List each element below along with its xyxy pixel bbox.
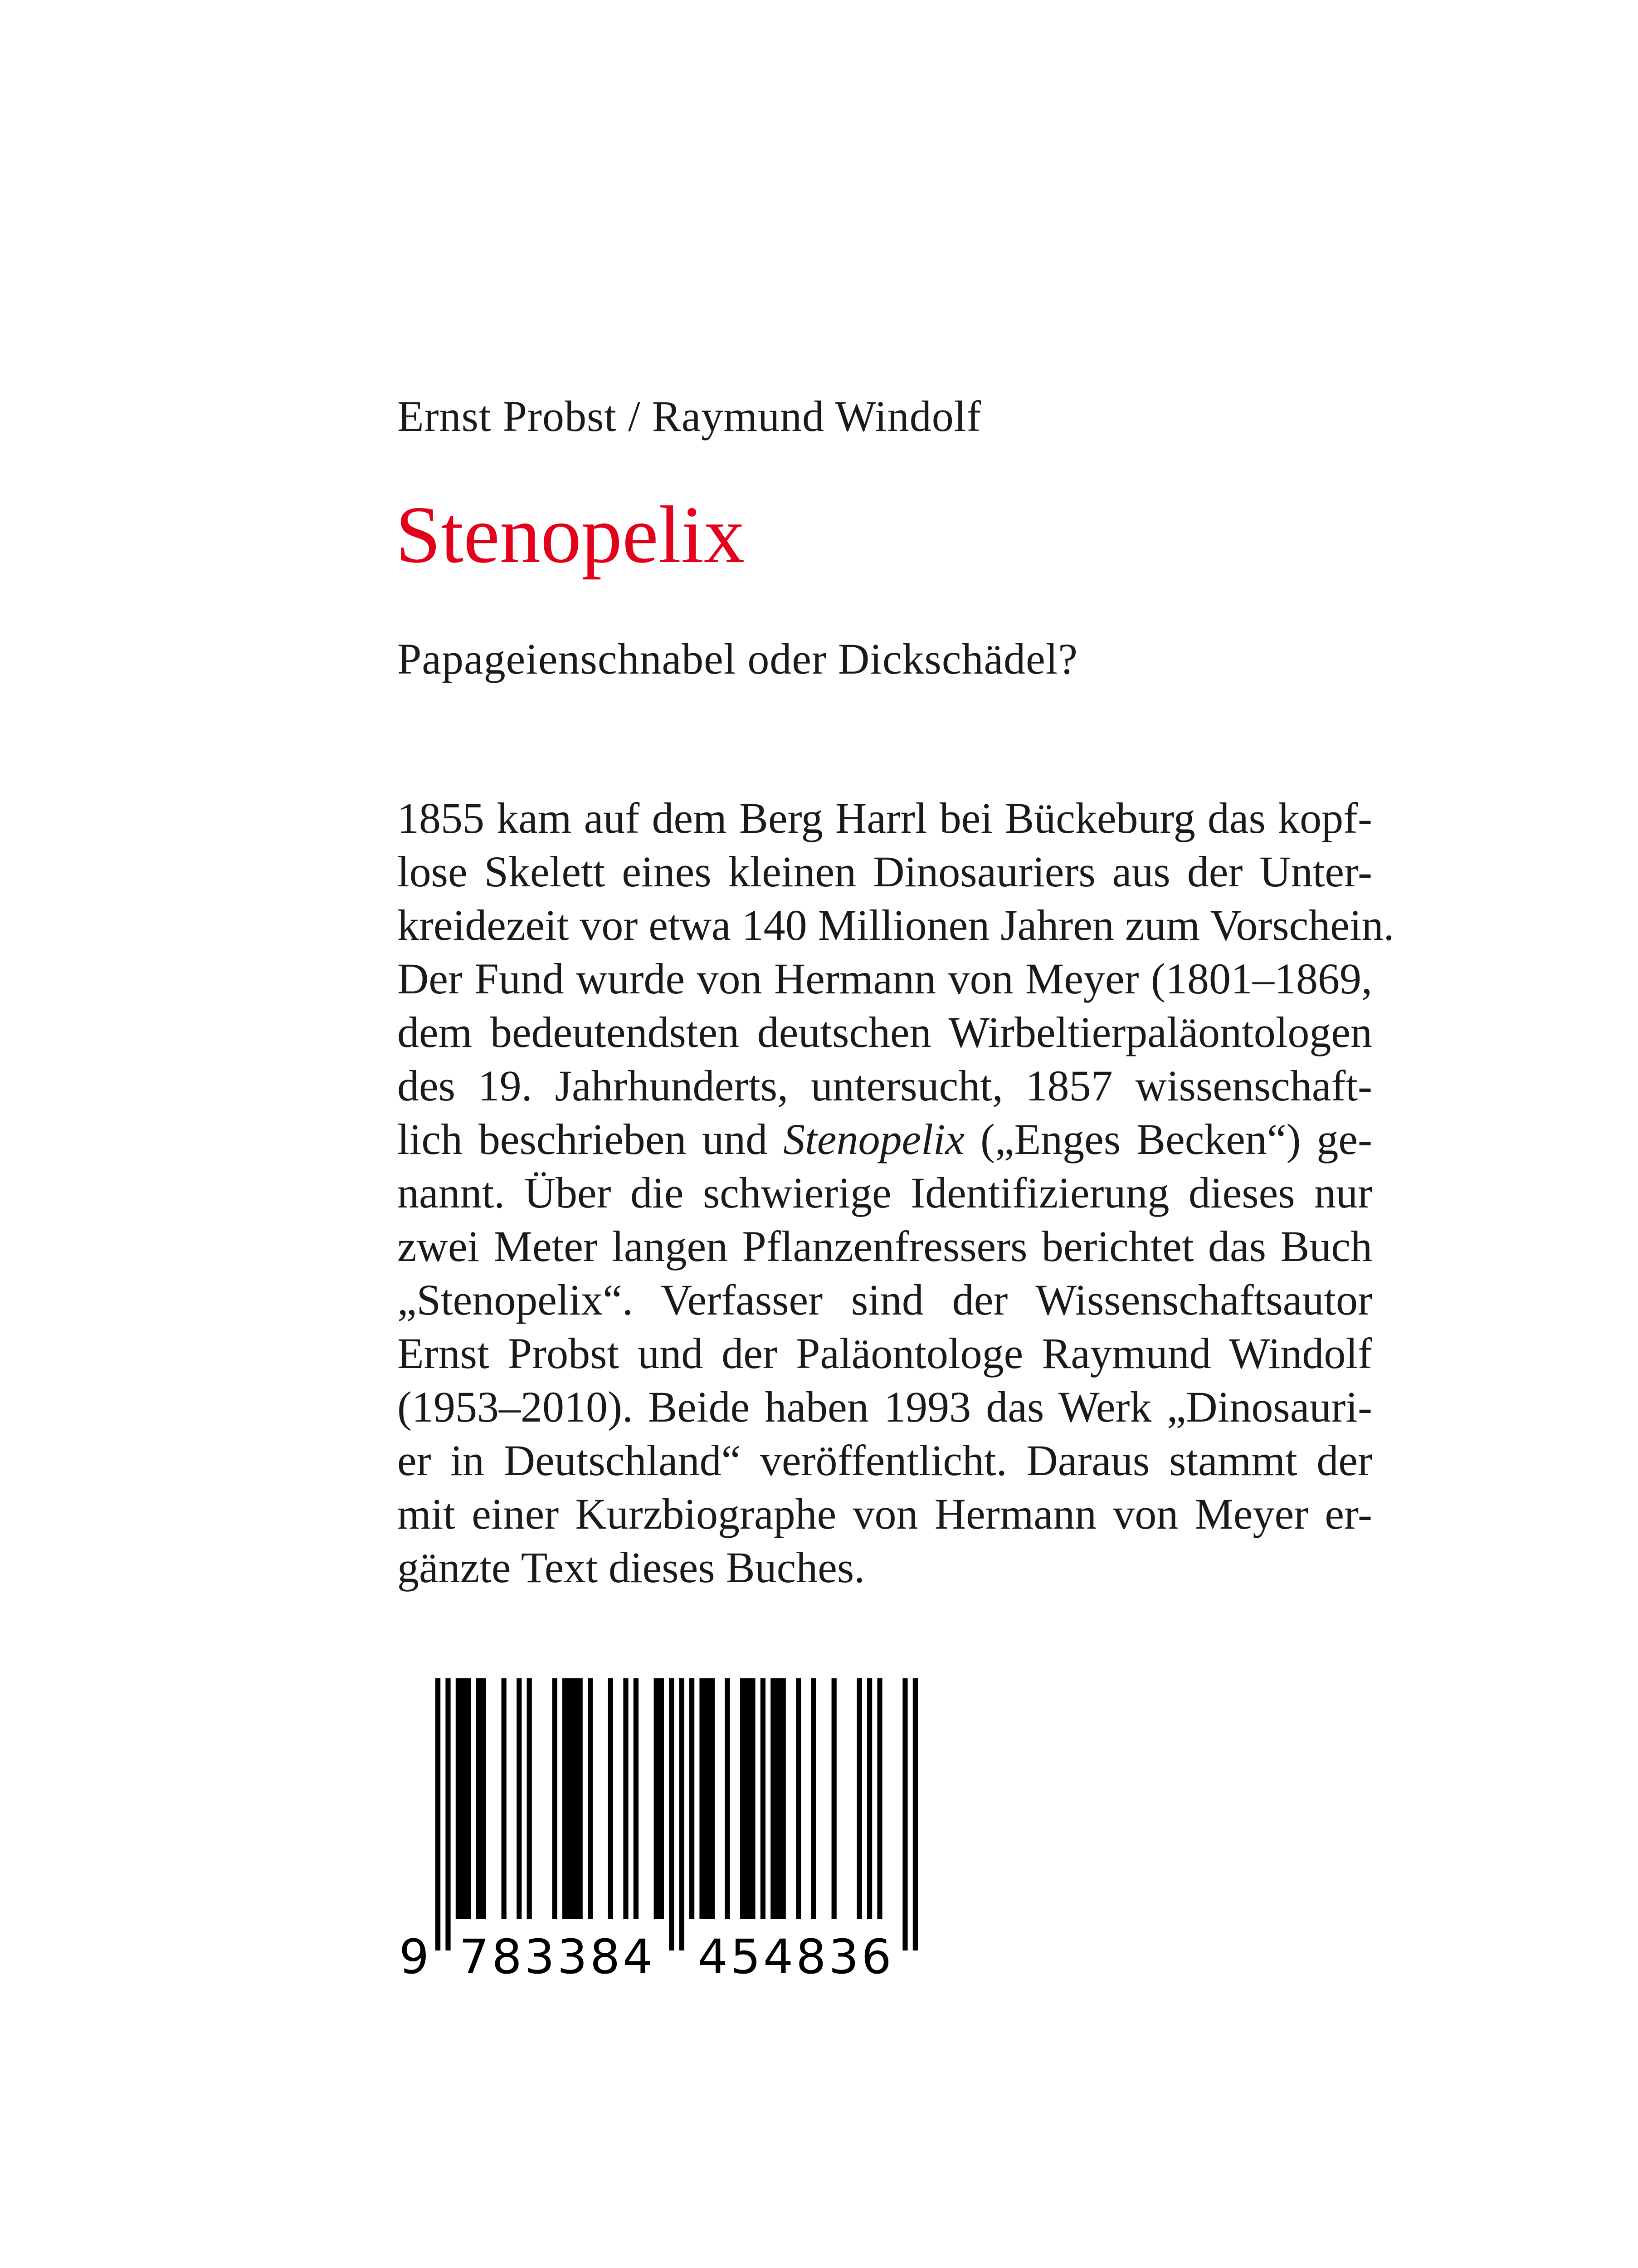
blurb-italic-species-name: Stenopelix bbox=[783, 1115, 965, 1163]
blurb-line: Der Fund wurde von Hermann von Meyer (1801–1869, bbox=[397, 954, 1372, 1003]
barcode-bar bbox=[913, 1678, 918, 1950]
blurb-text bbox=[397, 792, 1394, 1594]
barcode-digits: 454836 bbox=[697, 1929, 894, 1984]
barcode-bar bbox=[689, 1678, 694, 1919]
barcode-bar bbox=[527, 1678, 532, 1919]
barcode-bar bbox=[832, 1678, 837, 1919]
barcode-bar bbox=[517, 1678, 522, 1919]
barcode-bar bbox=[770, 1678, 786, 1919]
barcode-digits: 9 bbox=[399, 1929, 432, 1984]
blurb-line bbox=[397, 1113, 1372, 1166]
blurb-line: „Stenopelix“. Verfasser sind der Wissenschaftsautor bbox=[397, 1276, 1372, 1324]
blurb-line: (1953–2010). Beide haben 1993 das Werk „Dinosauri- bbox=[397, 1383, 1372, 1431]
barcode-bar bbox=[740, 1678, 756, 1919]
barcode-bar bbox=[760, 1678, 765, 1919]
barcode-bar bbox=[699, 1678, 715, 1919]
blurb-line: lose Skelett eines kleinen Dinosauriers aus der Unter- bbox=[397, 847, 1372, 896]
blurb-line: nannt. Über die schwierige Identifizierung dieses nur bbox=[397, 1168, 1372, 1217]
barcode-bar bbox=[435, 1678, 440, 1950]
barcode-bar bbox=[725, 1678, 730, 1919]
barcode-bar bbox=[608, 1678, 613, 1919]
isbn-barcode bbox=[372, 1678, 934, 1996]
blurb-line: des 19. Jahrhunderts, untersucht, 1857 wissenschaft- bbox=[397, 1061, 1372, 1110]
blurb-line: dem bedeutendsten deutschen Wirbeltierpaläontologen bbox=[397, 1008, 1372, 1056]
barcode-bar bbox=[552, 1678, 557, 1919]
barcode-bar bbox=[562, 1678, 583, 1919]
blurb-line-text: lich beschrieben und bbox=[397, 1115, 784, 1163]
barcode-bar bbox=[588, 1678, 593, 1919]
barcode-bar bbox=[811, 1678, 816, 1919]
barcode-bar bbox=[502, 1678, 507, 1919]
barcode-bar bbox=[476, 1678, 486, 1919]
barcode-bar bbox=[679, 1678, 684, 1950]
barcode-bar bbox=[654, 1678, 664, 1919]
blurb-line: kreidezeit vor etwa 140 Millionen Jahren zum Vorschein. bbox=[397, 901, 1394, 949]
barcode-bar bbox=[456, 1678, 471, 1919]
barcode-bar bbox=[634, 1678, 639, 1919]
barcode-bar bbox=[867, 1678, 872, 1919]
blurb-line: Ernst Probst und der Paläontologe Raymund Windolf bbox=[397, 1329, 1372, 1378]
book-subtitle: Papageienschnabel oder Dickschädel? bbox=[397, 635, 1078, 683]
barcode-bar bbox=[857, 1678, 862, 1919]
blurb-line: er in Deutschland“ veröffentlicht. Daraus stammt der bbox=[397, 1436, 1372, 1485]
barcode-bar bbox=[902, 1678, 907, 1950]
barcode-bar bbox=[877, 1678, 882, 1919]
barcode-bar bbox=[623, 1678, 628, 1919]
authors: Ernst Probst / Raymund Windolf bbox=[397, 392, 982, 440]
barcode-bar bbox=[669, 1678, 674, 1950]
book-title: Stenopelix bbox=[395, 489, 745, 580]
blurb-line: mit einer Kurzbiographe von Hermann von Meyer er- bbox=[397, 1490, 1372, 1538]
barcode-digits: 783384 bbox=[459, 1929, 656, 1984]
barcode-bar bbox=[445, 1678, 450, 1950]
barcode-bar bbox=[796, 1678, 801, 1919]
blurb-line: gänzte Text dieses Buches. bbox=[397, 1543, 865, 1592]
blurb-line: 1855 kam auf dem Berg Harrl bei Bückeburg das kopf- bbox=[397, 794, 1372, 842]
blurb-line: zwei Meter langen Pflanzenfressers berichtet das Buch bbox=[397, 1222, 1372, 1271]
blurb-line-text: („Enges Becken“) ge- bbox=[965, 1115, 1372, 1163]
